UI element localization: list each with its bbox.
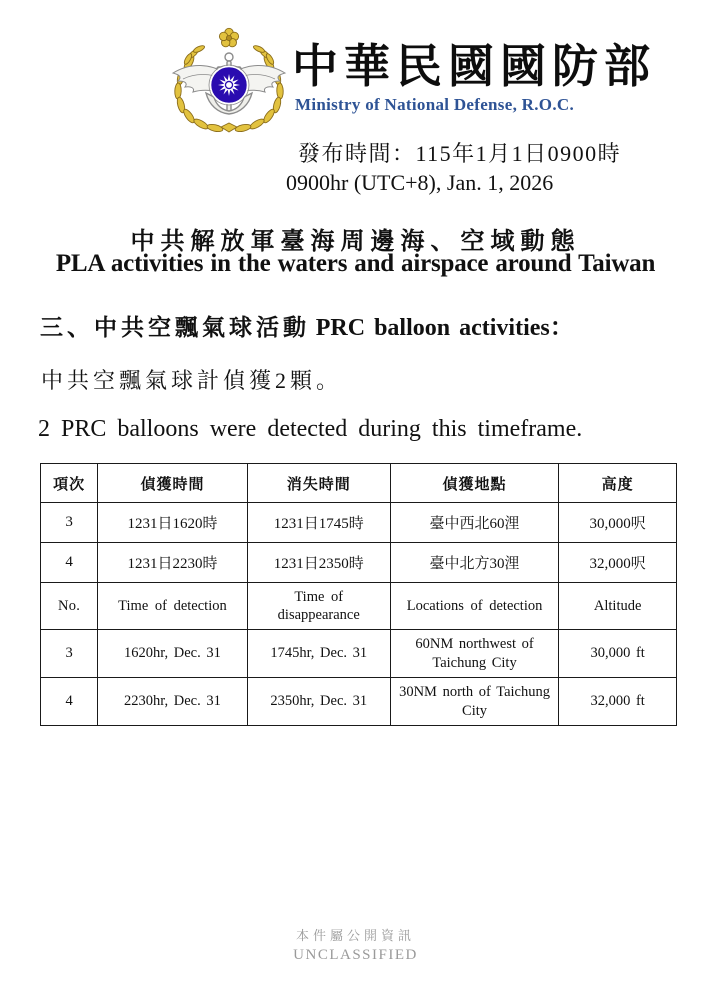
section-heading-zh: 三、中共空飄氣球活動 (40, 315, 310, 340)
section-body-en: 2 PRC balloons were detected during this timeframe. (38, 416, 583, 442)
table-cell: 1231日2350時 (247, 543, 390, 583)
table-header-cell: Time of detection (98, 583, 247, 630)
table-cell: 30NM north of Taichung City (390, 678, 559, 726)
table-cell: 4 (41, 543, 98, 583)
table-header-cell: 項次 (41, 464, 98, 503)
table-cell: 1745hr, Dec. 31 (247, 630, 390, 678)
classification-footer (0, 925, 711, 964)
table-header-cell: Locations of detection (390, 583, 559, 630)
table-header-row-zh (41, 464, 677, 503)
table-cell: 1620hr, Dec. 31 (98, 630, 247, 678)
table-cell: 30,000呎 (559, 503, 677, 543)
org-title-en: Ministry of National Defense, R.O.C. (295, 95, 574, 114)
table-header-row-en (41, 583, 677, 630)
classification-zh: 本件屬公開資訊 (295, 928, 415, 943)
table-cell: 臺中北方30浬 (390, 543, 559, 583)
table-cell: 32,000呎 (559, 543, 677, 583)
table-row (41, 630, 677, 678)
section-body-zh: 中共空飄氣球計偵獲2顆。 (41, 368, 343, 393)
balloon-activity-table (40, 463, 677, 726)
table-header-cell: 偵獲時間 (98, 464, 247, 503)
classification-en: UNCLASSIFIED (293, 947, 418, 963)
section-heading-en: PRC balloon activities： (315, 315, 574, 341)
mnd-emblem-graphic (163, 22, 295, 138)
doc-title-en: PLA activities in the waters and airspace around Taiwan (55, 250, 656, 277)
table-cell: 1231日2230時 (98, 543, 247, 583)
table-row (41, 543, 677, 583)
release-time-block (286, 139, 621, 197)
table-cell: 1231日1620時 (98, 503, 247, 543)
table-cell: 3 (41, 630, 98, 678)
release-time-zh: 發布時間：115年1月1日0900時 (298, 141, 622, 166)
table-header-cell: Time of disappearance (247, 583, 390, 630)
table-header-cell: 消失時間 (247, 464, 390, 503)
sun-disc-icon (209, 65, 249, 105)
table-cell: 臺中西北60浬 (390, 503, 559, 543)
table-cell: 2350hr, Dec. 31 (247, 678, 390, 726)
section-heading (40, 307, 574, 342)
table-cell: 4 (41, 678, 98, 726)
table-cell: 60NM northwest of Taichung City (390, 630, 559, 678)
table-cell: 30,000 ft (559, 630, 677, 678)
plum-blossom-icon (219, 28, 238, 47)
table-header-cell: Altitude (559, 583, 677, 630)
table-header-cell: 偵獲地點 (390, 464, 559, 503)
table-cell: 3 (41, 503, 98, 543)
doc-title-zh: 中共解放軍臺海周邊海、空域動態 (130, 229, 581, 255)
table-cell: 2230hr, Dec. 31 (98, 678, 247, 726)
org-title-zh: 中華民國國防部 (292, 41, 656, 92)
table-header-cell: No. (41, 583, 98, 630)
table-header-cell: 高度 (559, 464, 677, 503)
table-row (41, 503, 677, 543)
table-cell: 1231日1745時 (247, 503, 390, 543)
mnd-emblem (163, 22, 295, 138)
release-time-en: 0900hr (UTC+8), Jan. 1, 2026 (286, 170, 554, 195)
table-cell: 32,000 ft (559, 678, 677, 726)
table-row (41, 678, 677, 726)
